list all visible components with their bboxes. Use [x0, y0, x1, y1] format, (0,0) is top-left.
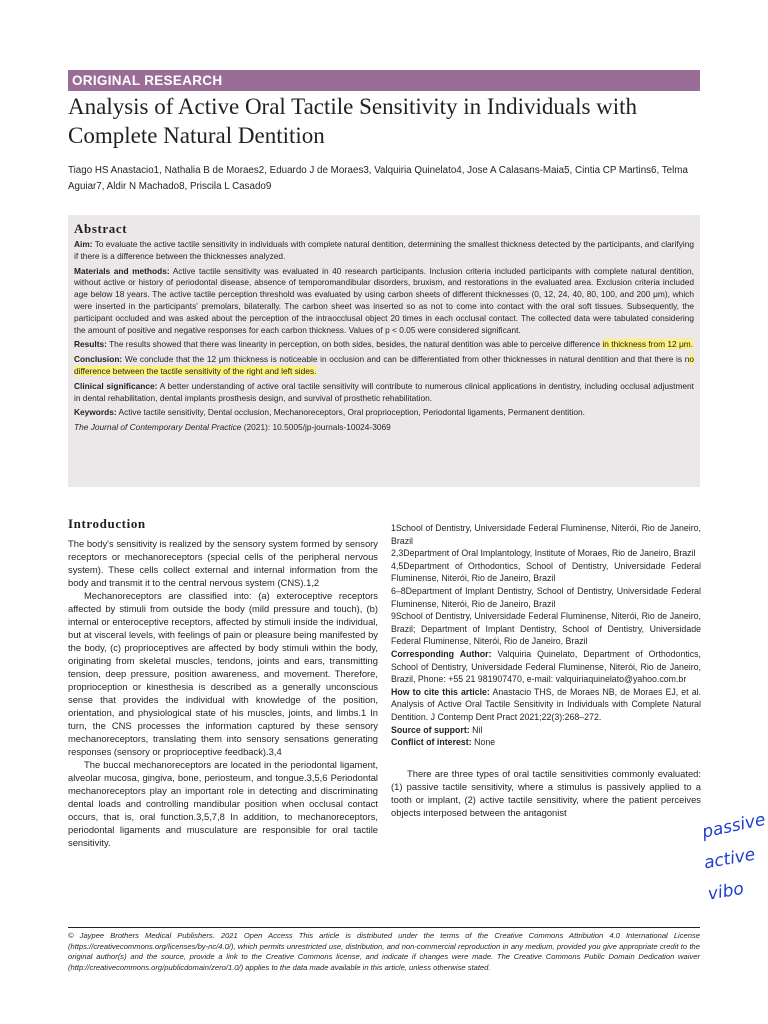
citation-rest: (2021): 10.5005/jp-journals-10024-3069 — [241, 422, 391, 433]
article-title: Analysis of Active Oral Tactile Sensitivity in Individuals with Complete Natural Dentition — [68, 94, 638, 148]
abstract-methods — [74, 266, 694, 337]
citation-journal: The Journal of Contemporary Dental Practice — [74, 422, 242, 433]
intro-paragraph-3: The buccal mechanoreceptors are located in the periodontal ligament, alveolar mucosa, gingiva, bone, periosteum, and tongue.3,5,6 Periodontal mechanoreceptors play an important role in detecting and discriminating dental loads and controlling mandibular position when occlusal contact occurs, that is, oral function.3,5,7,8 In addition, to mechanoreceptors, periodontal ligaments and musculature are responsible for oral tactile sensitivity. — [68, 759, 378, 848]
aim-label: Aim: — [74, 239, 93, 249]
handwritten-notes-svg — [700, 810, 768, 910]
affiliation-2: 2,3Department of Oral Implantology, Institute of Moraes, Rio de Janeiro, Brazil — [391, 548, 696, 559]
corresponding-author — [391, 648, 701, 686]
affiliation-3: 4,5Department of Orthodontics, School of Dentistry, Universidade Federal Fluminense, Niterói, Rio de Janeiro, Brazil — [391, 560, 701, 584]
how-to-cite — [391, 686, 701, 724]
introduction-heading: Introduction — [68, 516, 146, 531]
oral-tactile-paragraph: There are three types of oral tactile sensitivities commonly evaluated: (1) passive tactile sensitivity, where a stimulus is passively applied to a tooth or implant, (2) active tactile sensitivity, where the patient perceives objects interposed between the antagonist — [391, 767, 701, 818]
methods-label: Materials and methods: — [74, 265, 170, 276]
source-of-support — [391, 724, 701, 737]
conflict-label: Conflict of interest: — [391, 737, 472, 748]
abstract-box — [68, 215, 700, 487]
cite-label: How to cite this article: — [391, 686, 490, 697]
methods-text: Active tactile sensitivity was evaluated in 40 research participants. Inclusion criteria included participants with complete natural dentition, without active or history of periodontal disease, absence of temporomandibular disorders, bruxism, and restorations in the evaluated area. Exclusion criteria included age below 18 years. The active tactile perception threshold was evaluated by using carbon sheets of different thicknesses (0, 12, 24, 40, 80, 100, and 200 μm), which were inserted in the participants' premolars, bilaterally. The carbon sheet was inserted so as not to come into contact with the oral soft tissues. Subsequently, the participant occluded and was asked about the perception of the intraocclusal object 20 times in each occlusal contact. The collected data were tabulated considering the amount of positive and negative responses for each carbon thickness. Values of p < 0.05 were considered significant. — [74, 265, 694, 335]
handwritten-notes — [700, 810, 768, 910]
support-label: Source of support: — [391, 724, 470, 735]
note-line-2: active — [702, 844, 757, 874]
keywords-label: Keywords: — [74, 407, 117, 418]
clinical-text: A better understanding of active oral tactile sensitivity will contribute to numerous clinical applications in dentistry, including occlusal adjustment in dental rehabilitation, dental implants prosthesis design, and survival of prosthetic rehabilitation. — [74, 380, 694, 403]
intro-paragraph-1: The body's sensitivity is realized by the sensory system formed by sensory receptors or mechanoreceptors (special cells of the peripheral nervous system). These cells collect external and internal information from the body and transmit it to the central nervous system (CNS).1,2 — [68, 538, 378, 588]
article-type-banner: ORIGINAL RESEARCH — [68, 70, 700, 91]
introduction-column — [68, 516, 378, 849]
abstract-citation — [74, 422, 694, 434]
affiliation-column — [391, 522, 701, 819]
support-text: Nil — [469, 724, 483, 735]
cite-text: Anastacio THS, de Moraes NB, de Moraes EJ, et al. Analysis of Active Oral Tactile Sensitivity in Individuals with Complete Natural Dentition. J Contemp Dent Pract 2021;22(3):268–272. — [391, 686, 701, 722]
conclusion-text: We conclude that the 12 μm thickness is noticeable in occlusion and can be differentiated from other thicknesses in natural dentition and that there is n — [122, 354, 690, 365]
aim-text: To evaluate the active tactile sensitivity in individuals with complete natural dentition, determining the smallest thickness detected by the participants, and clarifying if there is a difference between the thicknesses analyzed. — [74, 239, 694, 261]
conclusion-highlight: o difference between the tactile sensitivity of the right and left sides. — [74, 354, 694, 376]
abstract-keywords — [74, 407, 694, 419]
abstract-heading: Abstract — [74, 221, 128, 236]
clinical-label: Clinical significance: — [74, 380, 158, 391]
abstract-clinical — [74, 381, 694, 405]
conflict-of-interest — [391, 736, 701, 749]
results-text: The results showed that there was linearity in perception, on both sides, besides, the natural dentition was able to perceive difference — [106, 339, 603, 350]
abstract-conclusion — [74, 354, 694, 378]
license-text: © Jaypee Brothers Medical Publishers. 2021 Open Access This article is distributed under the terms of the Creative Commons Attribution 4.0 International License (https://creativecommons.org/licenses/by-nc/4.0/), which permits unrestricted use, distribution, and non-commercial reproduction in any medium, provided you give appropriate credit to the original author(s) and the source, provide a link to the Creative Commons license, and indicate if changes were made. The Creative Commons Public Domain Dedication waiver (http://creativecommons.org/publicdomain/zero/1.0/) applies to the data made available in this article, unless otherwise stated. — [68, 931, 700, 972]
affiliation-1: 1School of Dentistry, Universidade Federal Fluminense, Niterói, Rio de Janeiro, Brazil — [391, 523, 701, 546]
author-list: Tiago HS Anastacio1, Nathalia B de Moraes2, Eduardo J de Moraes3, Valquiria Quinelato4, Jose A Calasans-Maia5, Cintia CP Martins6, Telma Aguiar7, Aldir N Machado8, Priscila L Casado9 — [68, 165, 688, 192]
affiliation-4: 6–8Department of Implant Dentistry, School of Dentistry, Universidade Federal Fluminense, Niterói, Rio de Janeiro, Brazil — [391, 585, 701, 609]
corresponding-text: Valquiria Quinelato, Department of Orthodontics, School of Dentistry, Universidade Federal Fluminense, Niterói, Rio de Janeiro, Brazil, Phone: +55 21 981907470, e-mail: valquiriaquinelato@yahoo.com.br — [391, 648, 701, 685]
affiliation-5: 9School of Dentistry, Universidade Federal Fluminense, Niterói, Rio de Janeiro, Brazil; Department of Implant Dentistry, School of Dentistry, Universidade Federal Fluminense, Niterói, Rio de Janeiro, Brazil — [391, 611, 701, 647]
license-footer — [68, 927, 700, 973]
results-highlight: in thickness from 12 μm. — [602, 339, 694, 350]
corresponding-label: Corresponding Author: — [391, 648, 492, 659]
note-line-3: vibo — [706, 878, 746, 905]
conflict-text: None — [471, 737, 496, 748]
keywords-text: Active tactile sensitivity, Dental occlusion, Mechanoreceptors, Oral proprioception, Periodontal ligaments, Permanent dentition. — [116, 407, 585, 418]
abstract-aim — [74, 239, 694, 263]
results-label: Results: — [74, 339, 107, 350]
intro-paragraph-2: Mechanoreceptors are classified into: (a) exteroceptive receptors affected by stimuli from outside the body (mild pressure and touch), (b) internal or enteroceptive receptors, affected by stimuli inside the individual, but at visceral levels, with feelings of pain or pleasure being manifested by the body, (c) proprioceptives are affected by body stimuli within the body, originating from skeletal muscles, tendons, joints and ears, transmitting tension, deep pressure, position awareness, and movement. Therefore, proprioception or kinesthesia is described as a generally unconscious sense that provides the individual with knowledge of the position, orientation, and physiological state of his muscles, joints, and limbs.1 In turn, the CNS processes the information captured by these sensory mechanoreceptors, translating them into sensory sensations generating responses (sensory or proprioceptive feedback).3,4 — [68, 590, 378, 757]
note-line-1: passive — [700, 810, 768, 843]
abstract-results — [74, 339, 694, 351]
conclusion-label: Conclusion: — [74, 354, 123, 365]
